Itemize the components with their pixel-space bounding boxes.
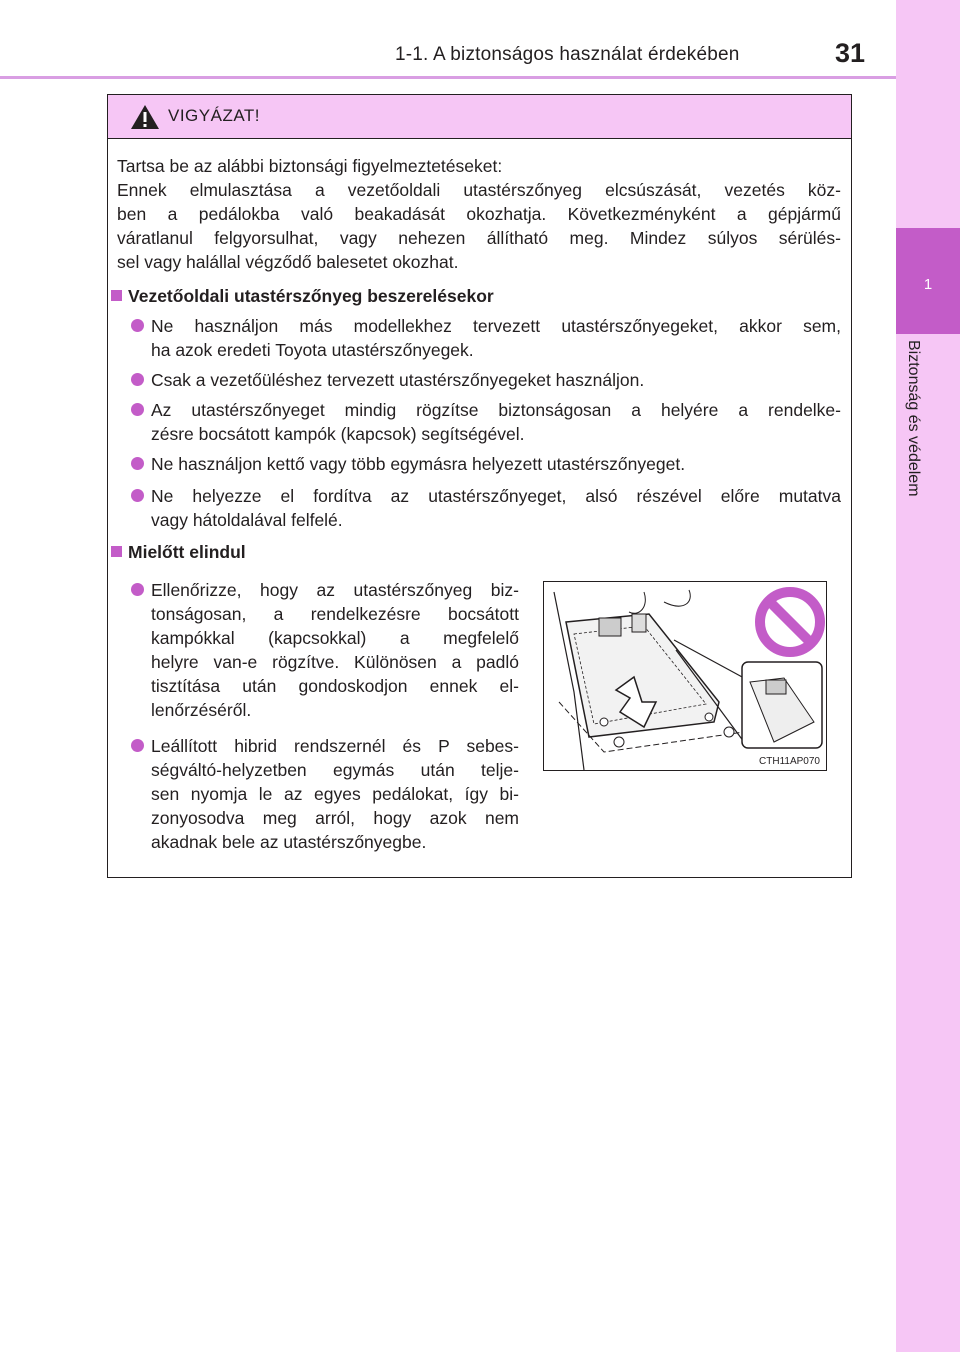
intro-line: Tartsa be az alábbi biztonsági figyelmeztetéseket: [117, 156, 503, 176]
list-item-line: Az utastérszőnyeget mindig rögzítse biztonságosan a helyére a rendelke- [151, 400, 841, 420]
list-item [131, 452, 841, 476]
header-divider [0, 76, 896, 79]
circle-bullet-icon [131, 457, 144, 470]
list-item-line: helyre van-e rögzítve. Különösen a padló [151, 652, 519, 672]
list-item-line: vagy hátoldalával felfelé. [151, 510, 343, 530]
list-item-line: zonyosodva meg arról, hogy azok nem [151, 808, 519, 828]
list-item [131, 484, 841, 532]
list-item [131, 368, 841, 392]
list-item [131, 398, 841, 446]
circle-bullet-icon [131, 319, 144, 332]
list-item-line: Ne helyezze el fordítva az utastérszőnyeget, alsó részével előre mutatva [151, 486, 841, 506]
side-tab-strip [896, 0, 960, 1352]
warning-triangle-icon [130, 104, 160, 130]
list-item-line: Leállított hibrid rendszernél és P sebes- [151, 736, 519, 756]
square-bullet-icon [111, 290, 122, 301]
list-item-line: Csak a vezetőüléshez tervezett utastérszőnyegeket használjon. [151, 370, 645, 390]
list-item [131, 734, 519, 854]
intro-line: ben a pedálokba való beakadását okozhatja. Következményként a gépjármű [117, 204, 841, 224]
list-item-line: Ellenőrizze, hogy az utastérszőnyeg biz- [151, 580, 519, 600]
list-item-line: Ne használjon más modellekhez tervezett utastérszőnyegeket, akkor sem, [151, 316, 841, 336]
list-item-line: ségváltó-helyzetben egymás után telje- [151, 760, 519, 780]
figure-code: CTH11AP070 [759, 756, 820, 767]
intro-line: váratlanul felgyorsulhat, vagy nehezen állítható meg. Mindez súlyos sérülés- [117, 228, 841, 248]
circle-bullet-icon [131, 403, 144, 416]
list-item-line: tisztítása után gondoskodjon ennek el- [151, 676, 519, 696]
floor-mat-illustration [543, 581, 827, 771]
floor-mat-drawing [544, 582, 826, 770]
list-item-line: akadnak bele az utastérszőnyegbe. [151, 832, 427, 852]
circle-bullet-icon [131, 739, 144, 752]
subsection-heading [111, 540, 246, 564]
circle-bullet-icon [131, 583, 144, 596]
warning-header [108, 95, 851, 139]
list-item [131, 314, 841, 362]
page-number: 31 [835, 38, 866, 68]
list-item-line: Ne használjon kettő vagy több egymásra helyezett utastérszőnyeget. [151, 454, 686, 474]
square-bullet-icon [111, 546, 122, 557]
list-item [131, 578, 519, 722]
subsection-heading [111, 284, 494, 308]
warning-label: VIGYÁZAT! [168, 106, 261, 125]
list-item-line: zésre bocsátott kampók (kapcsok) segítségével. [151, 424, 525, 444]
section-title: 1-1. A biztonságos használat érdekében [395, 44, 740, 65]
list-item-line: ha azok eredeti Toyota utastérszőnyegek. [151, 340, 474, 360]
list-item-line: tonságosan, a rendelkezésre bocsátott [151, 604, 519, 624]
list-item-line: kampókkal (kapcsokkal) a megfelelő [151, 628, 519, 648]
circle-bullet-icon [131, 489, 144, 502]
intro-line: Ennek elmulasztása a vezetőoldali utastérszőnyeg elcsúszását, vezetés köz- [117, 180, 841, 200]
chapter-number: 1 [923, 276, 933, 293]
circle-bullet-icon [131, 373, 144, 386]
chapter-title: Biztonság és védelem [905, 340, 922, 497]
subsection-heading-text: Vezetőoldali utastérszőnyeg beszerelésekor [128, 286, 494, 306]
list-item-line: sen nyomja le az egyes pedálokat, így bi- [151, 784, 519, 804]
list-item-line: lenőrzéséről. [151, 700, 252, 720]
subsection-heading-text: Mielőtt elindul [128, 542, 246, 562]
intro-line: sel vagy halállal végződő balesetet okozhat. [117, 252, 459, 272]
